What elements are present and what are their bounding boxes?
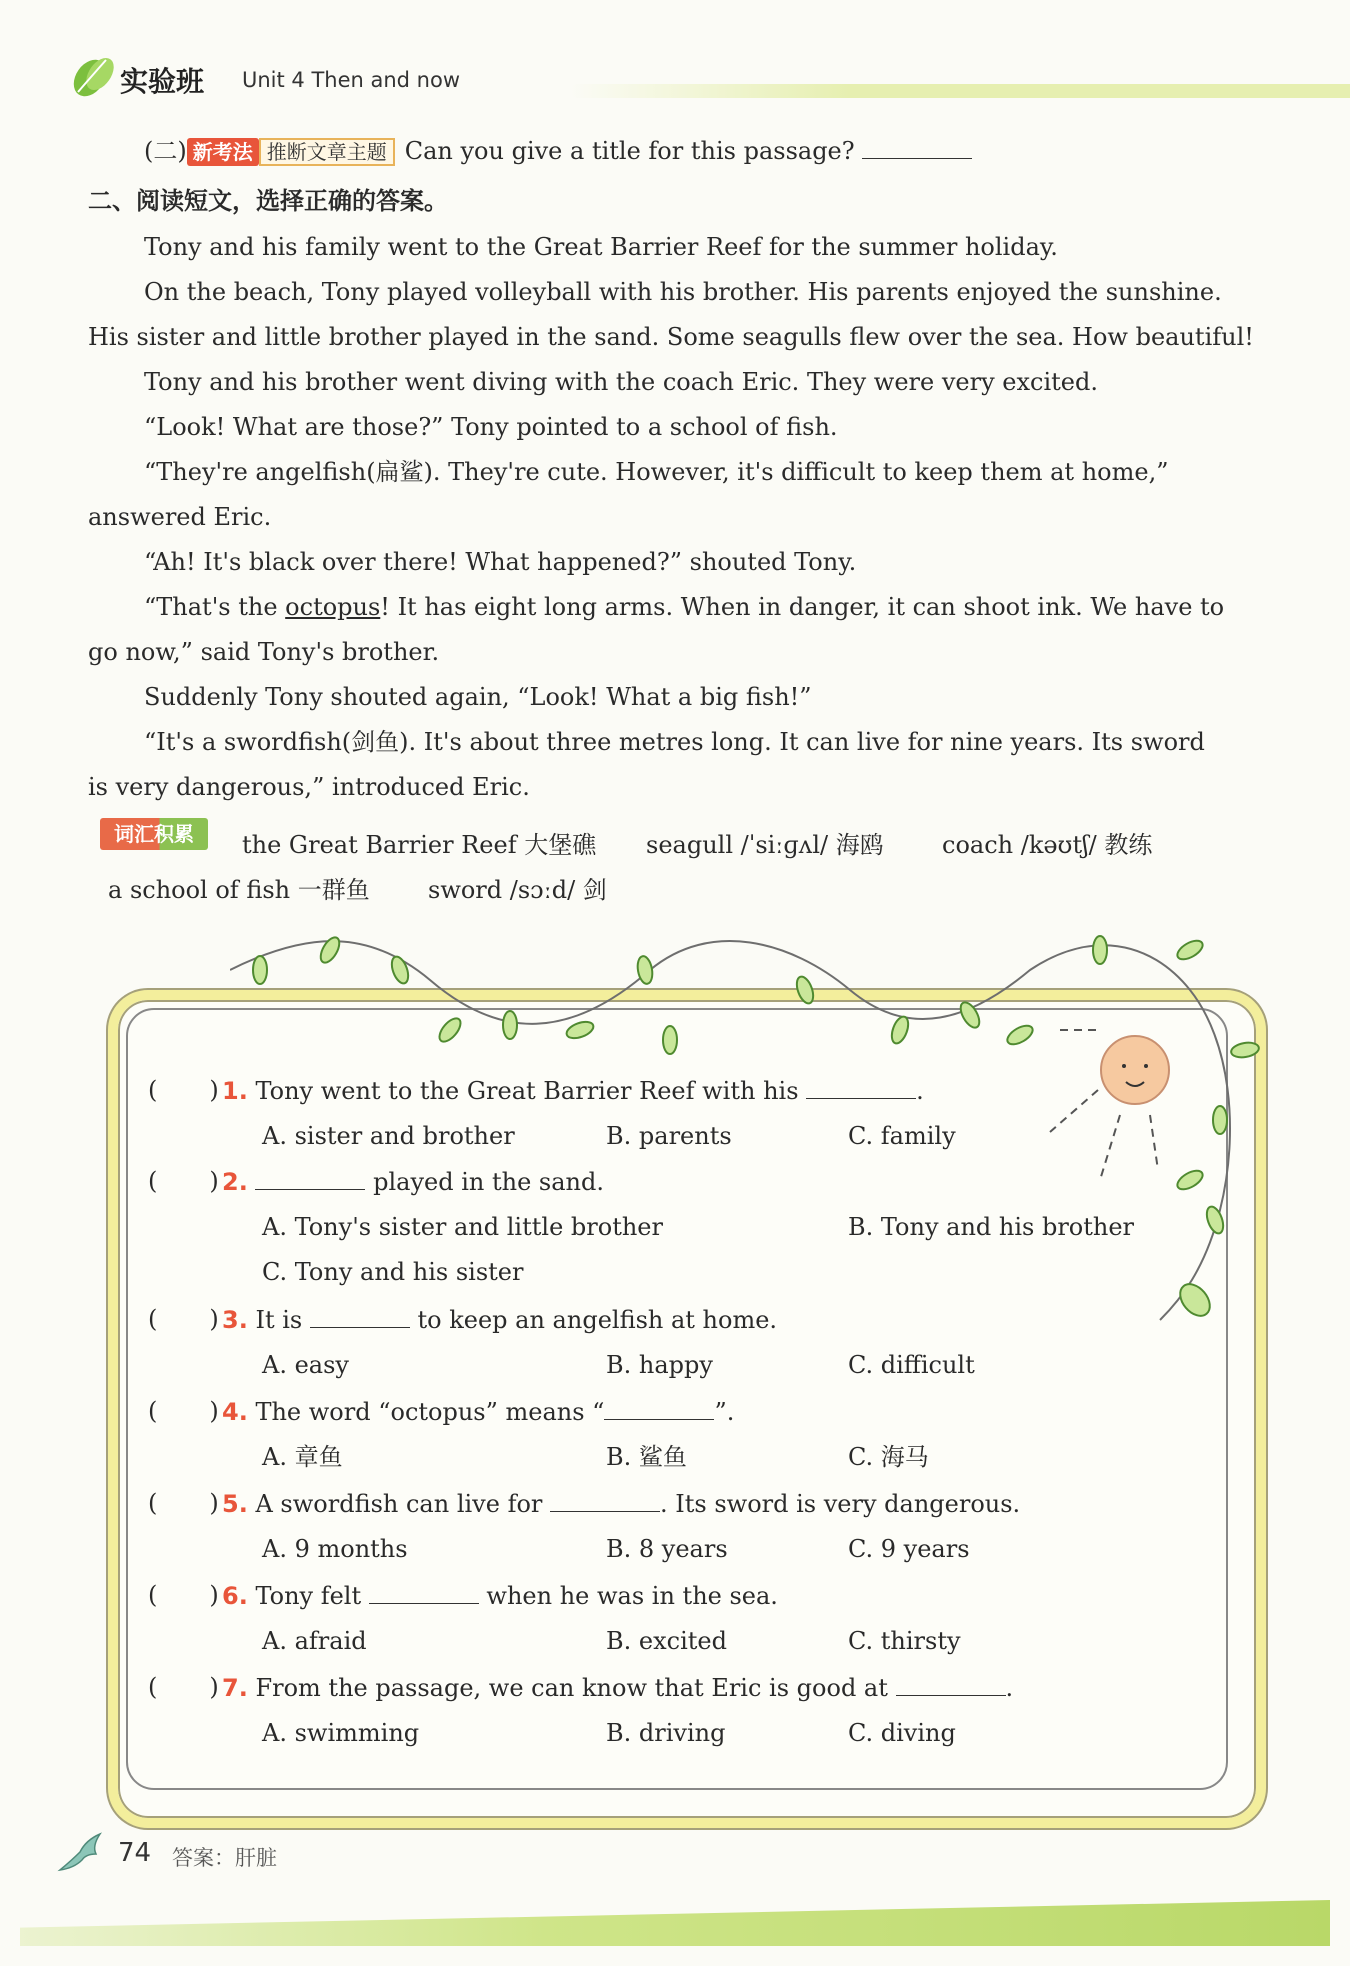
question-4: [222, 1397, 734, 1427]
option-c[interactable]: C. family: [848, 1122, 956, 1150]
question-text: It is: [255, 1306, 303, 1334]
vocab-item: a school of fish 一群鱼: [108, 876, 370, 904]
option-b[interactable]: B. 鲨鱼: [606, 1443, 687, 1471]
paren-close: ): [209, 1489, 219, 1517]
passage-line: His sister and little brother played in the sand. Some seagulls flew over the sea. How beautiful!: [88, 323, 1254, 351]
paren-open: (: [148, 1397, 158, 1425]
option-c[interactable]: C. 9 years: [848, 1535, 970, 1563]
question-number: 5.: [222, 1490, 248, 1518]
title-answer-blank[interactable]: [862, 138, 972, 159]
question-text: Tony went to the Great Barrier Reef with his: [255, 1077, 799, 1105]
new-method-tag: 新考法: [187, 138, 259, 166]
passage-line: go now,” said Tony's brother.: [88, 638, 440, 666]
answer-blank[interactable]: [310, 1307, 410, 1328]
question-text-after: .: [1005, 1674, 1014, 1702]
question-text-after: ”.: [714, 1398, 735, 1426]
passage-line: Tony and his family went to the Great Barrier Reef for the summer holiday.: [144, 233, 1058, 261]
question-text-after: played in the sand.: [373, 1168, 604, 1196]
paren-close: ): [209, 1673, 219, 1701]
paren-open: (: [148, 1305, 158, 1333]
paren-open: (: [148, 1673, 158, 1701]
passage-line: is very dangerous,” introduced Eric.: [88, 773, 530, 801]
question-text: A swordfish can live for: [255, 1490, 543, 1518]
answer-note: 答案：肝脏: [172, 1846, 277, 1870]
option-c[interactable]: C. difficult: [848, 1351, 975, 1379]
vocab-item: the Great Barrier Reef 大堡礁: [242, 831, 597, 859]
page-header: [70, 52, 1300, 112]
option-b[interactable]: B. excited: [606, 1627, 727, 1655]
answer-paren[interactable]: [148, 1305, 219, 1333]
question-text: The word “octopus” means “: [255, 1398, 605, 1426]
question-text-after: when he was in the sea.: [486, 1582, 778, 1610]
paren-close: ): [209, 1167, 219, 1195]
option-a[interactable]: A. easy: [262, 1351, 349, 1379]
octopus-word: octopus: [285, 593, 381, 621]
answer-paren[interactable]: [148, 1397, 219, 1425]
question-number: 4.: [222, 1398, 248, 1426]
leaf-logo-icon: [70, 52, 116, 98]
footer-stripe: [20, 1900, 1330, 1946]
vocab-item: coach /kəʊtʃ/ 教练: [942, 831, 1153, 859]
passage-line: [144, 592, 1224, 622]
answer-blank[interactable]: [896, 1675, 1006, 1696]
section-heading: 二、阅读短文，选择正确的答案。: [88, 187, 448, 215]
question-number: 1.: [222, 1077, 248, 1105]
paren-open: (: [148, 1167, 158, 1195]
option-c[interactable]: C. Tony and his sister: [262, 1258, 524, 1286]
answer-blank[interactable]: [255, 1169, 365, 1190]
option-b[interactable]: B. 8 years: [606, 1535, 728, 1563]
option-b[interactable]: B. happy: [606, 1351, 713, 1379]
paren-close: ): [209, 1305, 219, 1333]
answer-paren[interactable]: [148, 1581, 219, 1609]
title-question: [144, 136, 972, 166]
question-text: From the passage, we can know that Eric is good at: [255, 1674, 888, 1702]
question-number: 3.: [222, 1306, 248, 1334]
passage-line: answered Eric.: [88, 503, 272, 531]
vocab-item: sword /sɔːd/ 剑: [428, 876, 607, 904]
option-a[interactable]: A. 9 months: [262, 1535, 408, 1563]
option-b[interactable]: B. Tony and his brother: [848, 1213, 1135, 1241]
passage-line: “It's a swordfish(剑鱼). It's about three metres long. It can live for nine years. Its sword: [144, 728, 1205, 756]
passage-octopus-after: ! It has eight long arms. When in danger, it can shoot ink. We have to: [380, 593, 1225, 621]
option-a[interactable]: A. sister and brother: [262, 1122, 515, 1150]
option-b[interactable]: B. parents: [606, 1122, 732, 1150]
answer-blank[interactable]: [604, 1399, 714, 1420]
passage-octopus-before: “That's the: [144, 593, 286, 621]
paren-open: (: [148, 1581, 158, 1609]
paren-close: ): [209, 1397, 219, 1425]
answer-blank[interactable]: [550, 1491, 660, 1512]
bird-icon: [56, 1830, 106, 1874]
question-2: [222, 1167, 604, 1197]
question-7: [222, 1673, 1013, 1703]
answer-blank[interactable]: [369, 1583, 479, 1604]
option-c[interactable]: C. thirsty: [848, 1627, 961, 1655]
paren-open: (: [148, 1489, 158, 1517]
answer-blank[interactable]: [806, 1078, 916, 1099]
question-text-after: .: [916, 1077, 924, 1105]
question-5: [222, 1489, 1020, 1519]
paren-close: ): [209, 1076, 219, 1104]
question-number: 6.: [222, 1582, 248, 1610]
title-question-prefix: (二): [144, 137, 187, 165]
answer-paren[interactable]: [148, 1673, 219, 1701]
brand-title: 实验班: [120, 65, 205, 98]
passage-line: Suddenly Tony shouted again, “Look! What a big fish!”: [144, 683, 812, 711]
skill-tag: 推断文章主题: [259, 138, 395, 166]
answer-paren[interactable]: [148, 1167, 219, 1195]
question-1: [222, 1076, 924, 1106]
sun-icon: [1040, 1020, 1190, 1180]
passage-line: “Ah! It's black over there! What happened?” shouted Tony.: [144, 548, 857, 576]
page-number: 74: [118, 1838, 152, 1868]
unit-title: Unit 4 Then and now: [242, 68, 461, 92]
question-text-after: . Its sword is very dangerous.: [660, 1490, 1021, 1518]
option-c[interactable]: C. diving: [848, 1719, 956, 1747]
passage-line: On the beach, Tony played volleyball with his brother. His parents enjoyed the sunshine.: [144, 278, 1222, 306]
answer-paren[interactable]: [148, 1489, 219, 1517]
paren-open: (: [148, 1076, 158, 1104]
option-a[interactable]: A. swimming: [262, 1719, 420, 1747]
question-text-after: to keep an angelfish at home.: [417, 1306, 778, 1334]
option-a[interactable]: A. 章鱼: [262, 1443, 343, 1471]
option-c[interactable]: C. 海马: [848, 1443, 929, 1471]
passage-line: “Look! What are those?” Tony pointed to a school of fish.: [144, 413, 838, 441]
option-a[interactable]: A. Tony's sister and little brother: [262, 1213, 663, 1241]
question-number: 7.: [222, 1674, 248, 1702]
question-text: Tony felt: [255, 1582, 362, 1610]
question-number: 2.: [222, 1168, 248, 1196]
vocab-badge: 词汇积累: [100, 818, 208, 850]
question-3: [222, 1305, 777, 1335]
option-b[interactable]: B. driving: [606, 1719, 726, 1747]
passage-line: “They're angelfish(扁鲨). They're cute. However, it's difficult to keep them at home,”: [144, 458, 1169, 486]
option-a[interactable]: A. afraid: [262, 1627, 367, 1655]
passage-line: Tony and his brother went diving with the coach Eric. They were very excited.: [144, 368, 1098, 396]
header-stripe: [570, 84, 1350, 98]
vocab-item: seagull /ˈsiːɡʌl/ 海鸥: [646, 831, 884, 859]
question-6: [222, 1581, 778, 1611]
answer-paren[interactable]: [148, 1076, 219, 1104]
paren-close: ): [209, 1581, 219, 1609]
title-question-text: Can you give a title for this passage?: [404, 137, 855, 165]
